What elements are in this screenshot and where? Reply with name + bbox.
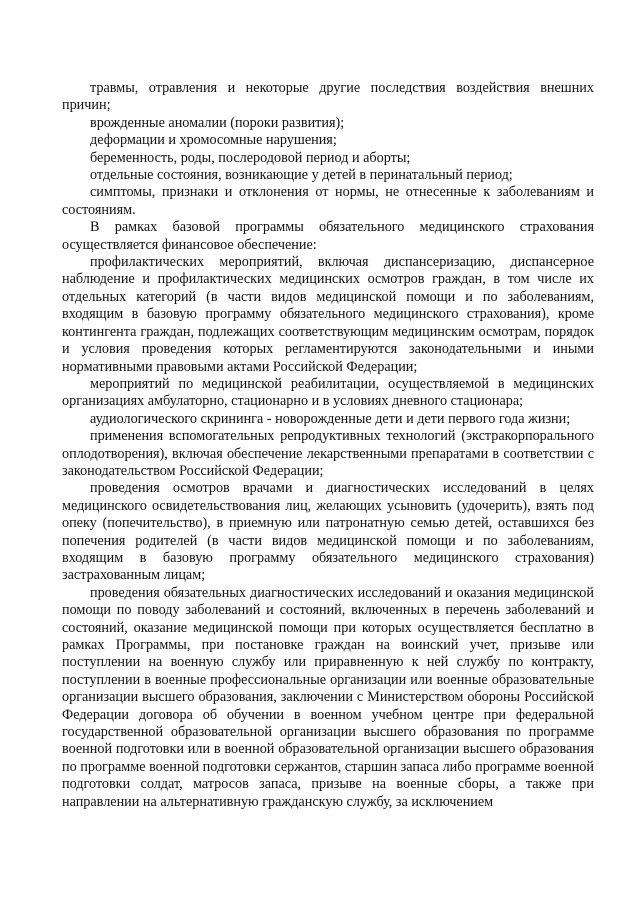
paragraph-preventive-measures: профилактических мероприятий, включая диспансеризацию, диспансерное наблюдение и профилактических медицинских осмотров граждан, в том числе их отдельных категорий (в части видов медицинской помощи и по заболеваниям, входящим в базовую программу обязательного медицинского страхования), кроме контингента граждан, подлежащих соответствующим медицинским осмотрам, порядок и условия проведения которых регламентируются законодательными и иными нормативными правовыми актами Российской Федерации; — [62, 254, 594, 375]
document-body — [62, 80, 594, 811]
paragraph-injuries: травмы, отравления и некоторые другие последствия воздействия внешних причин; — [62, 80, 594, 114]
paragraph-congenital-anomalies: врожденные аномалии (пороки развития); — [90, 114, 345, 131]
paragraph-deformations: деформации и хромосомные нарушения; — [90, 132, 337, 149]
paragraph-perinatal: отдельные состояния, возникающие у детей в перинатальный период; — [90, 167, 513, 184]
paragraph-rehabilitation: мероприятий по медицинской реабилитации, осуществляемой в медицинских организациях амбулаторно, стационарно и в условиях дневного стационара; — [62, 375, 594, 410]
paragraph-reproductive-technologies: применения вспомогательных репродуктивных технологий (экстракорпорального оплодотворения), включая обеспечение лекарственными препаратами в соответствии с законодательством Российской Федерации; — [62, 428, 594, 479]
paragraph-basic-program-intro: В рамках базовой программы обязательного медицинского страхования осуществляется финансовое обеспечение: — [62, 219, 594, 253]
paragraph-symptoms: симптомы, признаки и отклонения от нормы, не отнесенные к заболеваниям и состояниям. — [62, 184, 594, 218]
paragraph-pregnancy: беременность, роды, послеродовой период и аборты; — [90, 149, 411, 166]
paragraph-adoption-examinations: проведения осмотров врачами и диагностических исследований в целях медицинского освидетельствования лиц, желающих усыновить (удочерить), взять под опеку (попечительство), в приемную или патронатную семью детей, оставшихся без попечения родителей (в части видов медицинской помощи и по заболеваниям, входящим в базовую программу обязательного медицинского страхования) застрахованным лицам; — [62, 480, 594, 584]
paragraph-military-examinations: проведения обязательных диагностических исследований и оказания медицинской помощи по поводу заболеваний и состояний, включенных в перечень заболеваний и состояний, оказание медицинской помощи при которых осуществляется бесплатно в рамках Программы, при постановке граждан на воинский учет, призыве или поступлении на военную службу или приравненную к ней службу по контракту, поступлении в военные профессиональные организации или военные образовательные организации высшего образования, заключении с Министерством обороны Российской Федерации договора об обучении в военном учебном центре при федеральной государственной образовательной организации высшего образования по программе военной подготовки или в военной образовательной организации высшего образования по программе военной подготовки сержантов, старшин запаса либо программе военной подготовки солдат, матросов запаса, призыве на военные сборы, а также при направлении на альтернативную гражданскую службу, за исключением — [62, 584, 594, 810]
paragraph-audiological-screening: аудиологического скрининга - новорожденные дети и дети первого года жизни; — [90, 410, 571, 427]
